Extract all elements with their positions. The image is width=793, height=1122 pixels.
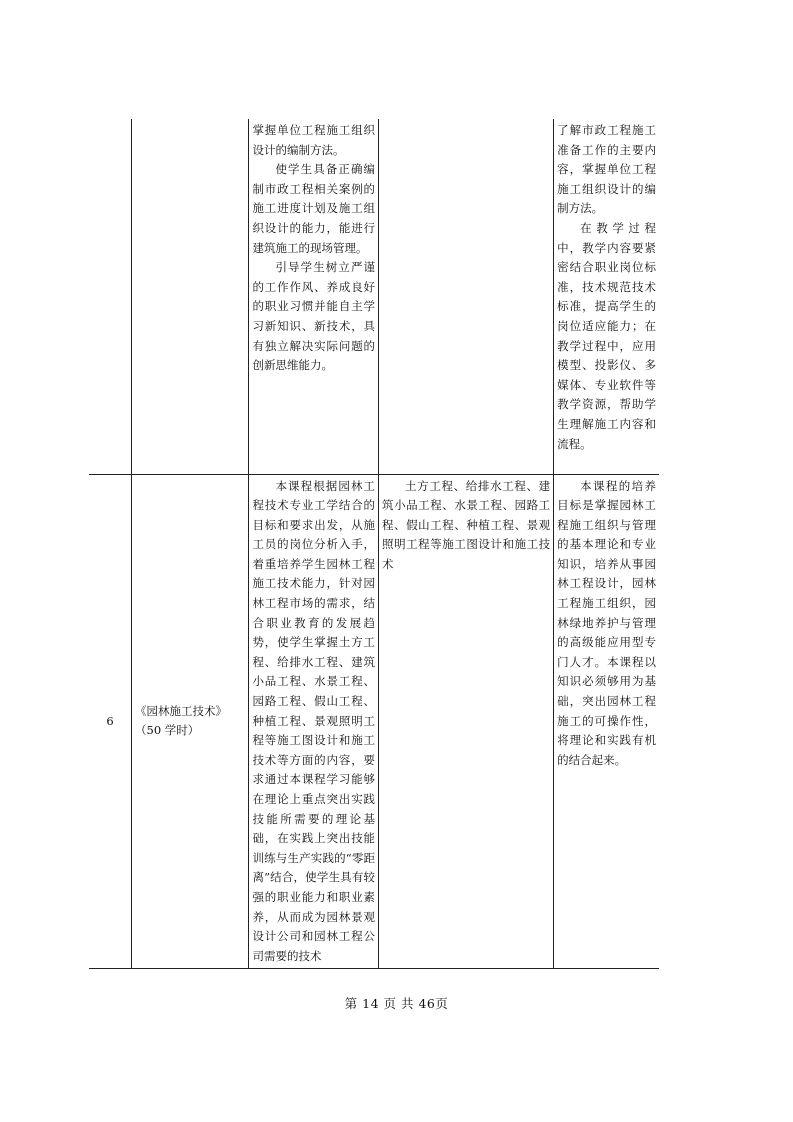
course-content-cell bbox=[379, 474, 554, 969]
course-number-cell bbox=[89, 474, 132, 969]
table-row bbox=[89, 119, 659, 474]
course-objectives-cell bbox=[249, 474, 379, 969]
course-number-cell bbox=[89, 119, 132, 474]
page-footer: 第 14 页 共 46页 bbox=[344, 996, 449, 1011]
course-content: 土方工程、给排水工程、建筑小品工程、水景工程、园路工程、假山工程、种植工程、景观照明工程等施工图设计和施工技术 bbox=[382, 478, 551, 571]
course-name-cell bbox=[132, 474, 249, 969]
objective-paragraph: 使学生具备正确编制市政工程相关案例的施工进度计划及施工组织设计的能力，能进行建筑施工的现场管理。 bbox=[252, 162, 376, 255]
objective-paragraph: 掌握单位工程施工组织设计的编制方法。 bbox=[252, 123, 376, 157]
course-name: 《园林施工技术》 bbox=[135, 703, 228, 718]
course-objectives-cell bbox=[249, 119, 379, 474]
course-content-cell bbox=[379, 119, 554, 474]
requirement-paragraph: 本课程的培养目标是掌握园林工程施工组织与管理的基本理论和专业知识，培养从事园林工程设计，园林工程施工组织，园林绿地养护与管理的高级能应用型专门人才。本课程以知识必须够用为基础，突出园林工程施工的可操作性，将理论和实践有机的结合起来。 bbox=[557, 478, 656, 767]
requirement-paragraph: 在教学过程中，教学内容要紧密结合职业岗位标准，技术规范技术标准，提高学生的岗位适应能力；在教学过程中，应用模型、投影仪、多媒体、专业软件等教学资源，帮助学生理解施工内容和流程。 bbox=[557, 220, 656, 451]
requirement-paragraph: 了解市政工程施工准备工作的主要内容，掌握单位工程施工组织设计的编制方法。 bbox=[557, 123, 656, 216]
course-hours: （50 学时） bbox=[135, 723, 200, 738]
objective-paragraph: 引导学生树立严谨的工作作风、养成良好的职业习惯并能自主学习新知识、新技术，具有独立解决实际问题的创新思维能力。 bbox=[252, 260, 376, 373]
course-table bbox=[89, 119, 659, 969]
course-requirements-cell bbox=[554, 474, 659, 969]
table-row bbox=[89, 474, 659, 969]
course-name-cell bbox=[132, 119, 249, 474]
course-requirements-cell bbox=[554, 119, 659, 474]
course-number: 6 bbox=[106, 713, 114, 728]
objective-paragraph: 本课程根据园林工程技术专业工学结合的目标和要求出发，从施工员的岗位分析入手，着重培养学生园林工程施工技术能力，针对园林工程市场的需求，结合职业教育的发展趋势，使学生掌握土方工程、给排水工程、建筑小品工程、水景工程、园路工程、假山工程、种植工程、景观照明工程等施工图设计和施工技术等方面的内容，要求通过本课程学习能够在理论上重点突出实践技能所需要的理论基础，在实践上突出技能训练与生产实践的“零距离”结合，使学生具有较强的职业能力和职业素养，从而成为园林景观设计公司和园林工程公司需要的技术 bbox=[252, 478, 376, 963]
